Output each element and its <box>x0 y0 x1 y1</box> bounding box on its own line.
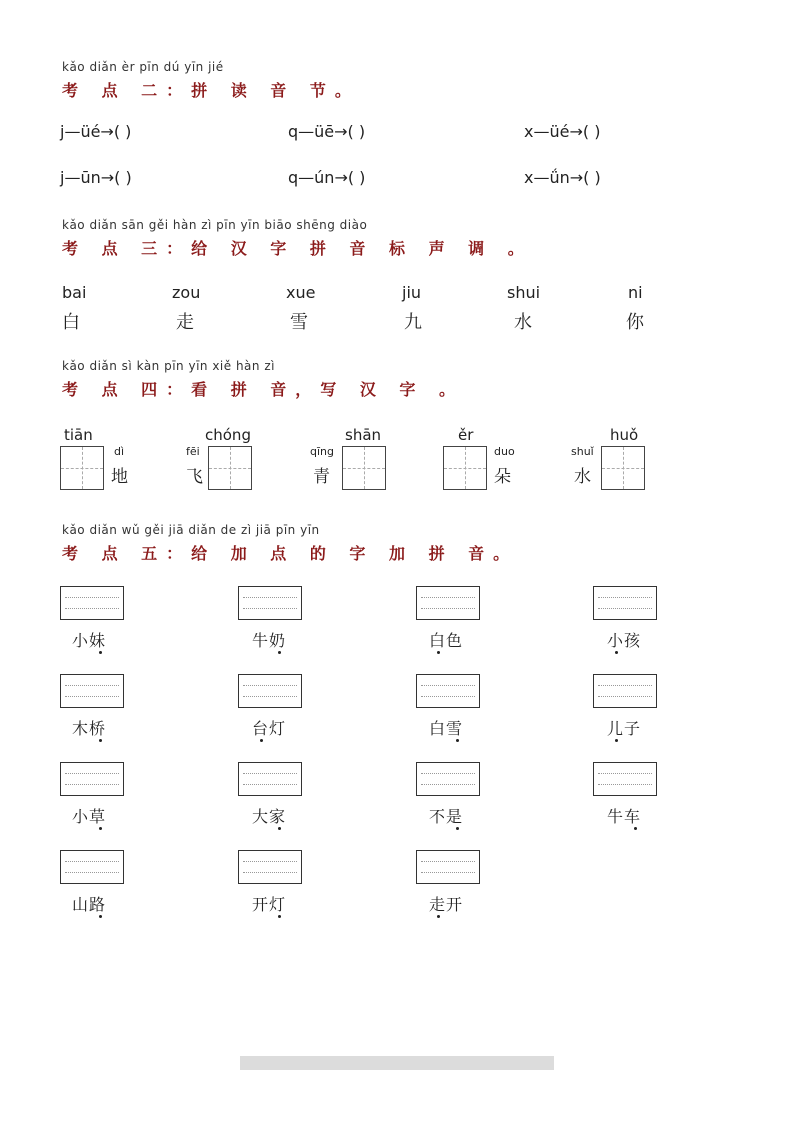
blurred-footer <box>240 1056 554 1070</box>
s4-top-pinyin: chóng <box>205 426 251 444</box>
s4-top-pinyin: tiān <box>64 426 93 444</box>
s3-hanzi: 走 <box>176 312 194 333</box>
s4-small-pinyin: shuǐ <box>571 445 594 458</box>
s4-top-pinyin: huǒ <box>610 426 639 444</box>
word-item: 开灯 <box>252 895 287 914</box>
formula-x-ue: x—üé→( ) <box>524 122 601 141</box>
pinyin-answer-box[interactable] <box>60 762 124 796</box>
tian-zi-grid[interactable] <box>601 446 645 490</box>
s3-pinyin: shui <box>507 283 541 302</box>
s4-char: 朵 <box>494 467 511 487</box>
emphasis-dot <box>278 651 281 654</box>
s3-pinyin: zou <box>172 283 201 302</box>
pinyin-answer-box[interactable] <box>416 762 480 796</box>
word-item: 小草 <box>72 807 107 826</box>
s3-hanzi: 水 <box>514 312 532 333</box>
s3-hanzi: 你 <box>626 312 644 333</box>
formula-q-ue: q—üē→( ) <box>288 122 366 141</box>
word-item: 大家 <box>252 807 287 826</box>
word-item: 不是 <box>429 807 464 826</box>
s3-pinyin: jiu <box>402 283 422 302</box>
pinyin-answer-box[interactable] <box>60 586 124 620</box>
word-item: 儿子 <box>607 719 642 738</box>
s4-small-pinyin: fēi <box>186 445 200 458</box>
s4-small-pinyin: duo <box>494 445 515 458</box>
s4-small-pinyin: dì <box>114 445 125 458</box>
section-4-title: 考 点 四：看 拼 音，写 汉 字 。 <box>62 380 464 399</box>
emphasis-dot <box>456 827 459 830</box>
tian-zi-grid[interactable] <box>208 446 252 490</box>
s4-char: 地 <box>111 467 128 487</box>
section-5-title: 考 点 五：给 加 点 的 字 加 拼 音。 <box>62 544 519 563</box>
emphasis-dot <box>99 651 102 654</box>
s3-pinyin: ni <box>628 283 643 302</box>
pinyin-answer-box[interactable] <box>60 850 124 884</box>
section-2-pinyin: kǎo diǎn èr pīn dú yīn jié <box>62 60 224 74</box>
emphasis-dot <box>615 739 618 742</box>
word-item: 白色 <box>429 631 464 650</box>
emphasis-dot <box>437 651 440 654</box>
pinyin-answer-box[interactable] <box>238 850 302 884</box>
tian-zi-grid[interactable] <box>342 446 386 490</box>
emphasis-dot <box>634 827 637 830</box>
pinyin-answer-box[interactable] <box>416 586 480 620</box>
word-item: 台灯 <box>252 719 287 738</box>
emphasis-dot <box>615 651 618 654</box>
section-3-pinyin: kǎo diǎn sān gěi hàn zì pīn yīn biāo shēng diào <box>62 218 368 232</box>
pinyin-answer-box[interactable] <box>593 674 657 708</box>
emphasis-dot <box>456 739 459 742</box>
s3-pinyin: xue <box>286 283 316 302</box>
tian-zi-grid[interactable] <box>443 446 487 490</box>
section-4-pinyin: kǎo diǎn sì kàn pīn yīn xiě hàn zì <box>62 359 275 373</box>
word-item: 走开 <box>429 895 464 914</box>
word-item: 山路 <box>72 895 107 914</box>
word-item: 白雪 <box>429 719 464 738</box>
tian-zi-grid[interactable] <box>60 446 104 490</box>
pinyin-answer-box[interactable] <box>593 762 657 796</box>
word-item: 木桥 <box>72 719 107 738</box>
word-item: 小妹 <box>72 631 107 650</box>
s4-char: 飞 <box>186 467 203 487</box>
s4-char: 青 <box>313 467 330 487</box>
emphasis-dot <box>99 915 102 918</box>
emphasis-dot <box>99 739 102 742</box>
s4-char: 水 <box>574 467 591 487</box>
s4-small-pinyin: qīng <box>310 445 334 458</box>
pinyin-answer-box[interactable] <box>60 674 124 708</box>
emphasis-dot <box>99 827 102 830</box>
section-5-pinyin: kǎo diǎn wǔ gěi jiā diǎn de zì jiā pīn yīn <box>62 523 320 537</box>
s4-top-pinyin: ěr <box>458 426 474 444</box>
s3-hanzi: 雪 <box>290 312 308 333</box>
pinyin-answer-box[interactable] <box>238 762 302 796</box>
emphasis-dot <box>278 827 281 830</box>
word-item: 牛奶 <box>252 631 287 650</box>
section-3-title: 考 点 三：给 汉 字 拼 音 标 声 调 。 <box>62 239 533 258</box>
s3-hanzi: 九 <box>404 312 422 333</box>
formula-q-un: q—ún→( ) <box>288 168 366 187</box>
word-item: 牛车 <box>607 807 642 826</box>
pinyin-answer-box[interactable] <box>416 850 480 884</box>
word-item: 小孩 <box>607 631 642 650</box>
pinyin-answer-box[interactable] <box>593 586 657 620</box>
pinyin-answer-box[interactable] <box>238 586 302 620</box>
pinyin-answer-box[interactable] <box>238 674 302 708</box>
pinyin-answer-box[interactable] <box>416 674 480 708</box>
emphasis-dot <box>260 739 263 742</box>
formula-j-un: j—ūn→( ) <box>60 168 132 187</box>
section-2-title: 考 点 二：拼 读 音 节。 <box>62 81 360 100</box>
formula-j-ue: j—üé→( ) <box>60 122 132 141</box>
s4-top-pinyin: shān <box>345 426 382 444</box>
emphasis-dot <box>278 915 281 918</box>
s3-pinyin: bai <box>62 283 87 302</box>
emphasis-dot <box>437 915 440 918</box>
formula-x-un: x—ǘn→( ) <box>524 168 601 187</box>
s3-hanzi: 白 <box>62 312 80 333</box>
